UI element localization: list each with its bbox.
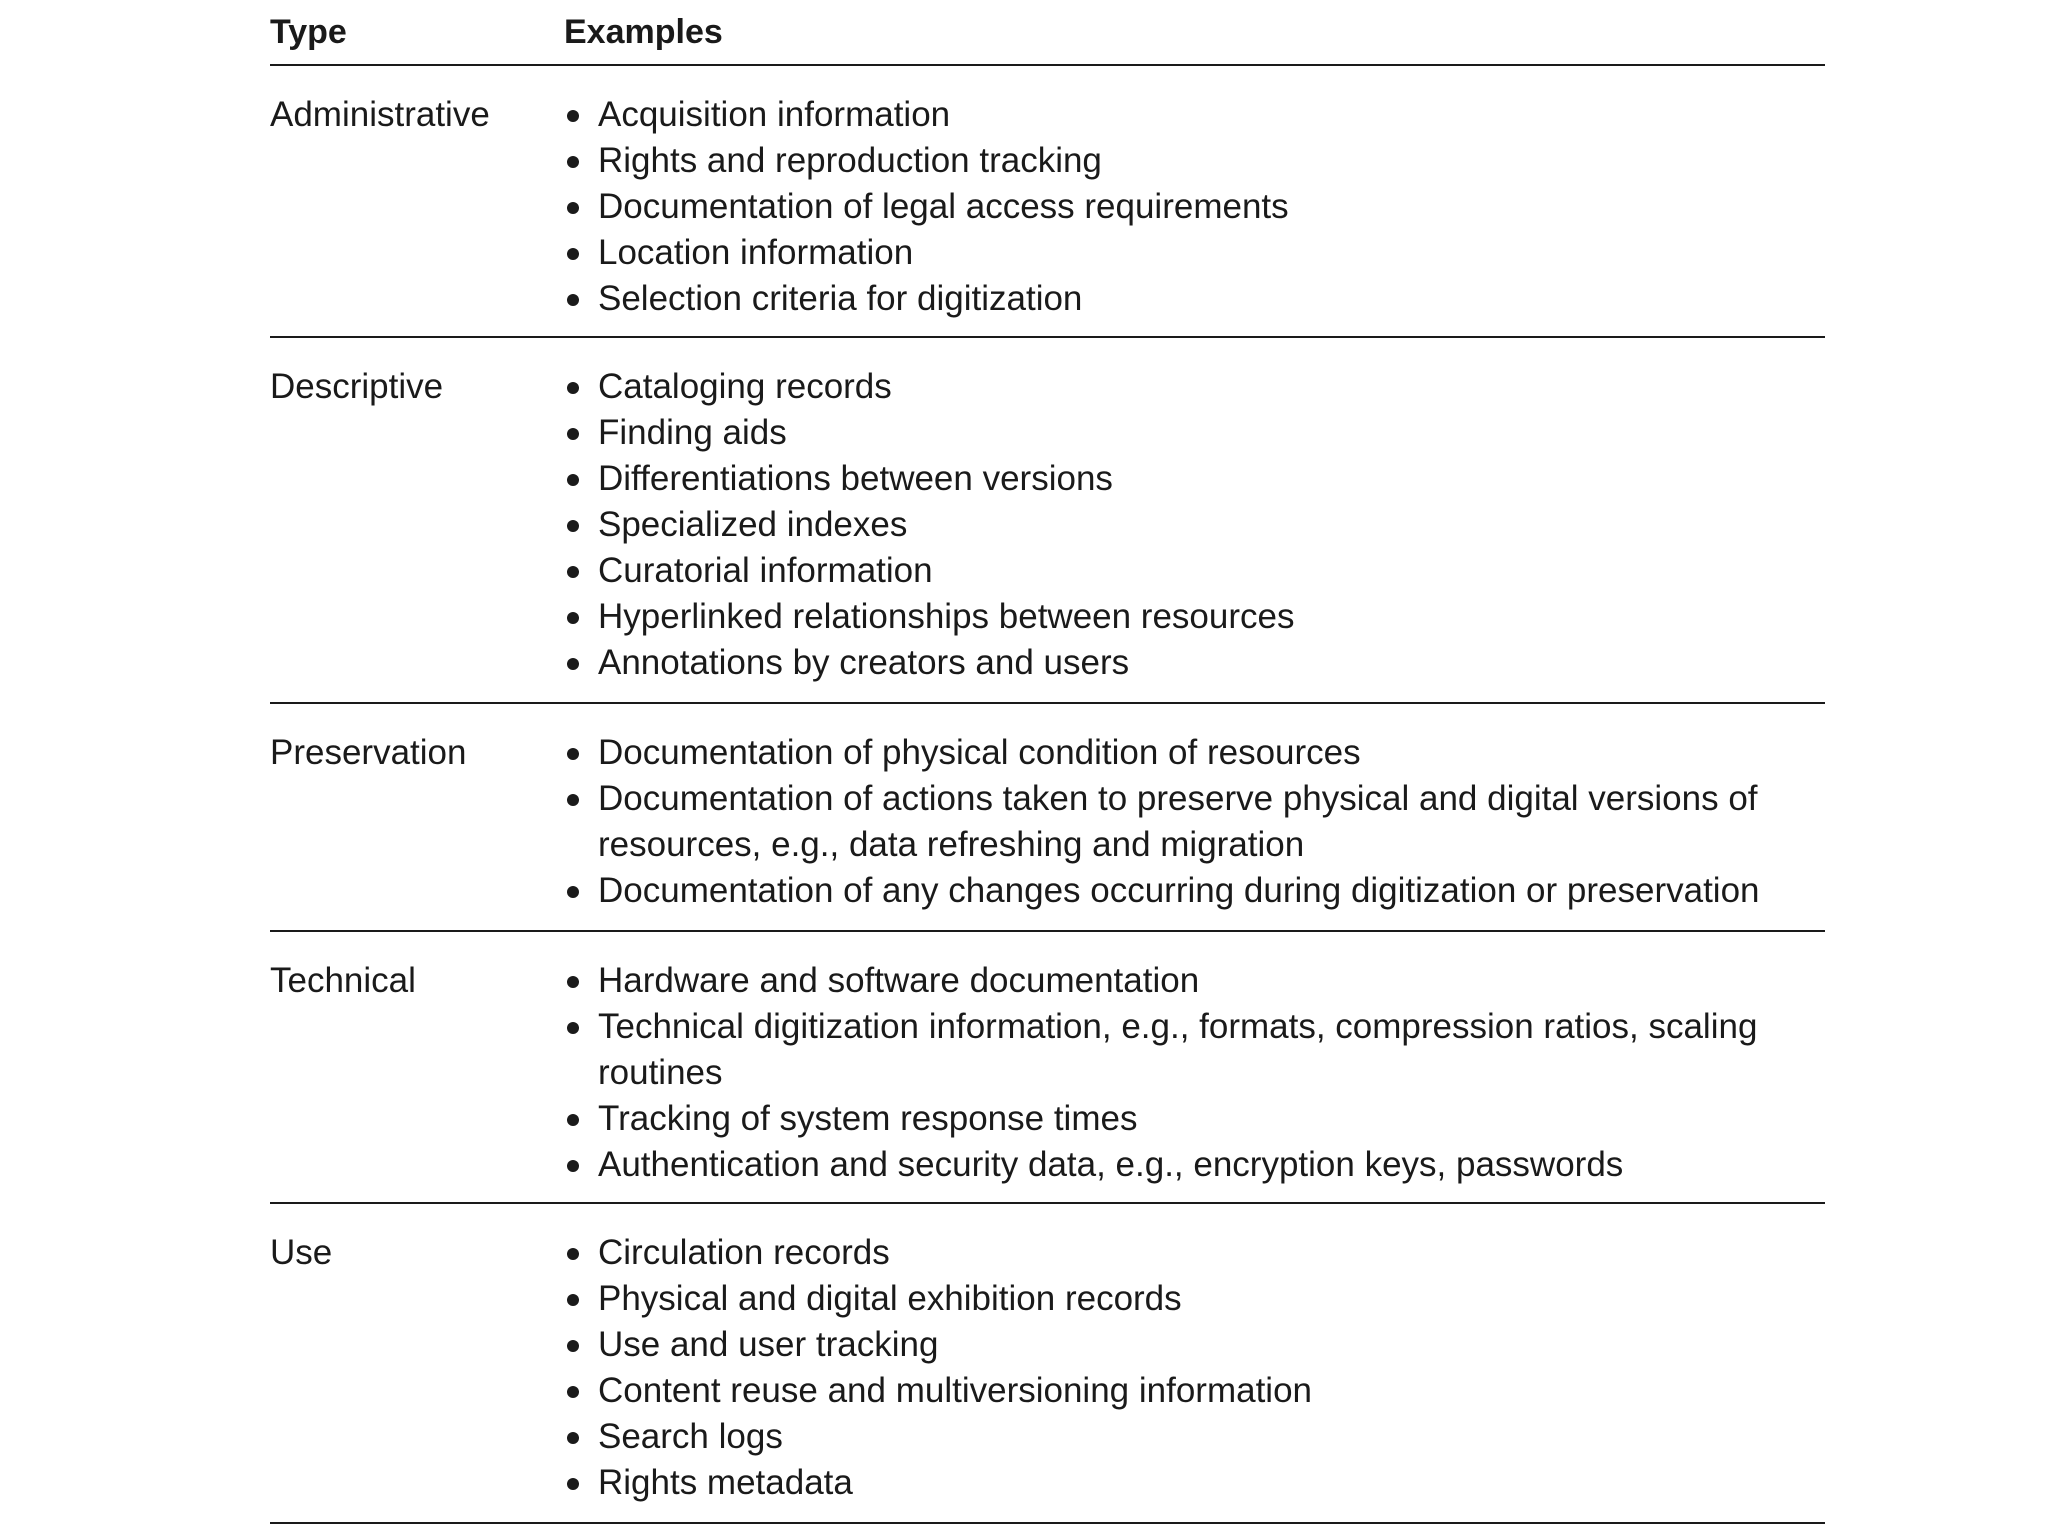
bullet-icon [567,1340,579,1352]
bullet-icon [567,382,579,394]
metadata-types-table [270,0,1825,1524]
list-item: Tracking of system response times [564,1096,1825,1142]
table-row-descriptive [270,338,1825,704]
bullet-icon [567,248,579,260]
list-item: Documentation of actions taken to preserve physical and digital versions of resources, e.g., data refreshing and migration [564,776,1825,868]
bullet-icon [567,110,579,122]
table-row-technical [270,932,1825,1204]
bullet-icon [567,294,579,306]
list-item: Curatorial information [564,548,1825,594]
list-item: Cataloging records [564,364,1825,410]
bullet-icon [567,794,579,806]
bullet-icon [567,748,579,760]
bullet-icon [567,1160,579,1172]
row-type: Descriptive [270,367,444,406]
list-item: Technical digitization information, e.g., formats, compression ratios, scaling routines [564,1004,1825,1096]
list-item: Physical and digital exhibition records [564,1276,1825,1322]
row-type: Preservation [270,733,467,772]
examples-list [564,92,1825,318]
bullet-icon [567,156,579,168]
bullet-icon [567,428,579,440]
row-type: Technical [270,961,416,1000]
list-item: Hyperlinked relationships between resources [564,594,1825,640]
examples-list [564,958,1825,1184]
table-row-use [270,1204,1825,1524]
row-type: Administrative [270,95,490,134]
bullet-icon [567,566,579,578]
bullet-icon [567,1294,579,1306]
bullet-icon [567,1114,579,1126]
table-header [270,0,1825,66]
list-item: Selection criteria for digitization [564,276,1825,322]
row-type: Use [270,1233,333,1272]
list-item: Documentation of legal access requirements [564,184,1825,230]
examples-list [564,730,1825,908]
list-item: Specialized indexes [564,502,1825,548]
bullet-icon [567,1478,579,1490]
list-item: Rights metadata [564,1460,1825,1506]
list-item: Documentation of physical condition of resources [564,730,1825,776]
list-item: Annotations by creators and users [564,640,1825,686]
list-item: Use and user tracking [564,1322,1825,1368]
list-item: Location information [564,230,1825,276]
examples-list [564,1230,1825,1500]
bullet-icon [567,202,579,214]
bullet-icon [567,1386,579,1398]
bullet-icon [567,1022,579,1034]
list-item: Authentication and security data, e.g., encryption keys, passwords [564,1142,1825,1188]
examples-list [564,364,1825,680]
bullet-icon [567,474,579,486]
list-item: Documentation of any changes occurring during digitization or preservation [564,868,1825,914]
bullet-icon [567,658,579,670]
bullet-icon [567,520,579,532]
bullet-icon [567,612,579,624]
list-item: Rights and reproduction tracking [564,138,1825,184]
header-examples: Examples [564,13,723,51]
bullet-icon [567,1432,579,1444]
header-type: Type [270,13,347,51]
bullet-icon [567,976,579,988]
list-item: Content reuse and multiversioning information [564,1368,1825,1414]
table-row-preservation [270,704,1825,932]
bullet-icon [567,886,579,898]
list-item: Search logs [564,1414,1825,1460]
list-item: Hardware and software documentation [564,958,1825,1004]
list-item: Finding aids [564,410,1825,456]
bullet-icon [567,1248,579,1260]
list-item: Acquisition information [564,92,1825,138]
table-row-administrative [270,66,1825,338]
list-item: Circulation records [564,1230,1825,1276]
list-item: Differentiations between versions [564,456,1825,502]
